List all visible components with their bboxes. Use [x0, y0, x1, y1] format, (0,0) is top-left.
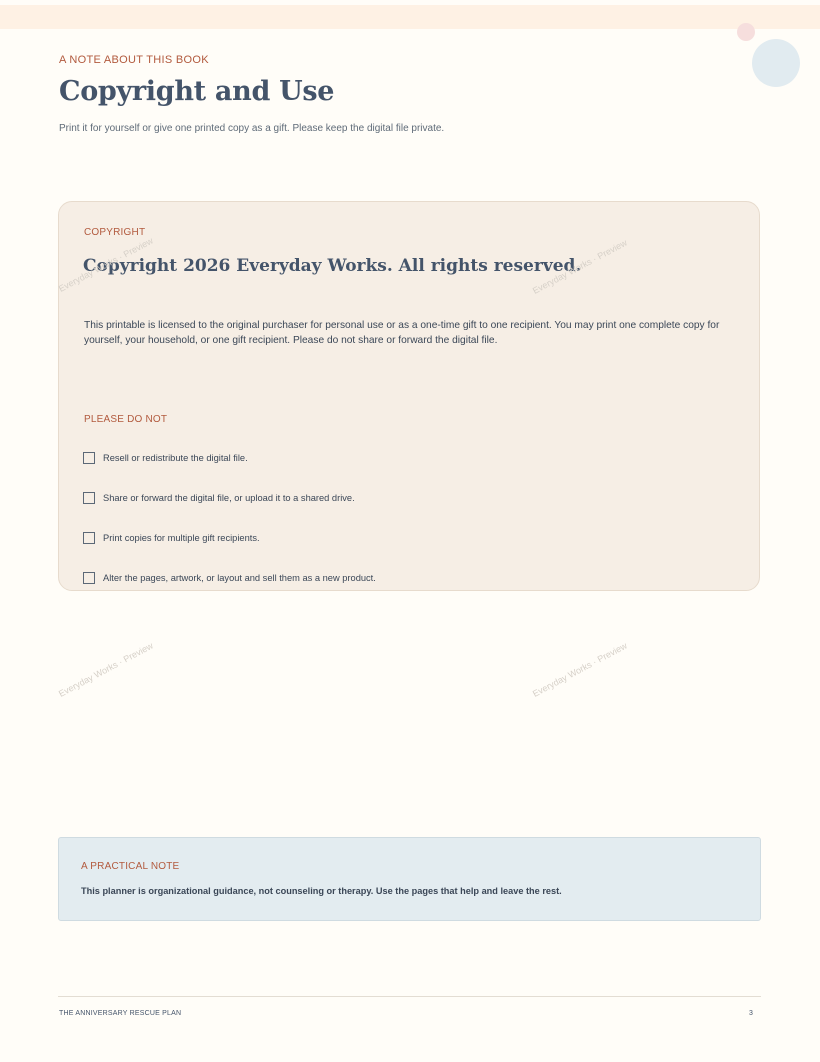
copyright-heading: Copyright 2026 Everyday Works. All rights reserved.: [83, 256, 582, 276]
decorative-dot-blue: [752, 39, 800, 87]
restrictions-list: [83, 452, 723, 591]
checkbox[interactable]: [83, 572, 95, 584]
decorative-dot-pink: [737, 23, 755, 41]
rule-text: Share or forward the digital file, or upload it to a shared drive.: [103, 493, 355, 503]
copyright-card: [58, 201, 760, 591]
rule-text: Resell or redistribute the digital file.: [103, 453, 248, 463]
rule-text: Alter the pages, artwork, or layout and sell them as a new product.: [103, 573, 376, 583]
top-decorative-band: [0, 5, 820, 29]
checkbox[interactable]: [83, 532, 95, 544]
rule-text: Print copies for multiple gift recipients.: [103, 533, 260, 543]
page-title: Copyright and Use: [59, 76, 335, 107]
watermark: Everyday Works · Preview: [531, 640, 629, 699]
page-eyebrow: A NOTE ABOUT THIS BOOK: [59, 54, 209, 66]
list-item: [83, 492, 723, 532]
license-text: This printable is licensed to the original purchaser for personal use or as a one-time gift to one recipient. You may print one complete copy for yourself, your household, or one gift recipient. Please do not share or forward the digital file.: [84, 320, 720, 346]
page-subtitle: Print it for yourself or give one printed copy as a gift. Please keep the digital file private.: [59, 123, 445, 134]
watermark: Everyday Works · Preview: [531, 237, 629, 296]
copyright-label: COPYRIGHT: [84, 227, 146, 238]
watermark: Everyday Works · Preview: [57, 640, 155, 699]
page-number: 3: [749, 1010, 753, 1017]
footer-book-title: THE ANNIVERSARY RESCUE PLAN: [59, 1010, 182, 1017]
practical-note-label: A PRACTICAL NOTE: [81, 861, 180, 872]
list-item: [83, 532, 723, 572]
restrictions-label: PLEASE DO NOT: [84, 414, 168, 425]
list-item: [83, 452, 723, 492]
list-item: [83, 572, 723, 591]
checkbox[interactable]: [83, 492, 95, 504]
footer-divider: [58, 996, 761, 997]
practical-note-box: [58, 837, 761, 921]
practical-note-text: This planner is organizational guidance, not counseling or therapy. Use the pages that help and leave the rest.: [81, 886, 562, 896]
watermark: Everyday Works · Preview: [57, 235, 155, 294]
checkbox[interactable]: [83, 452, 95, 464]
